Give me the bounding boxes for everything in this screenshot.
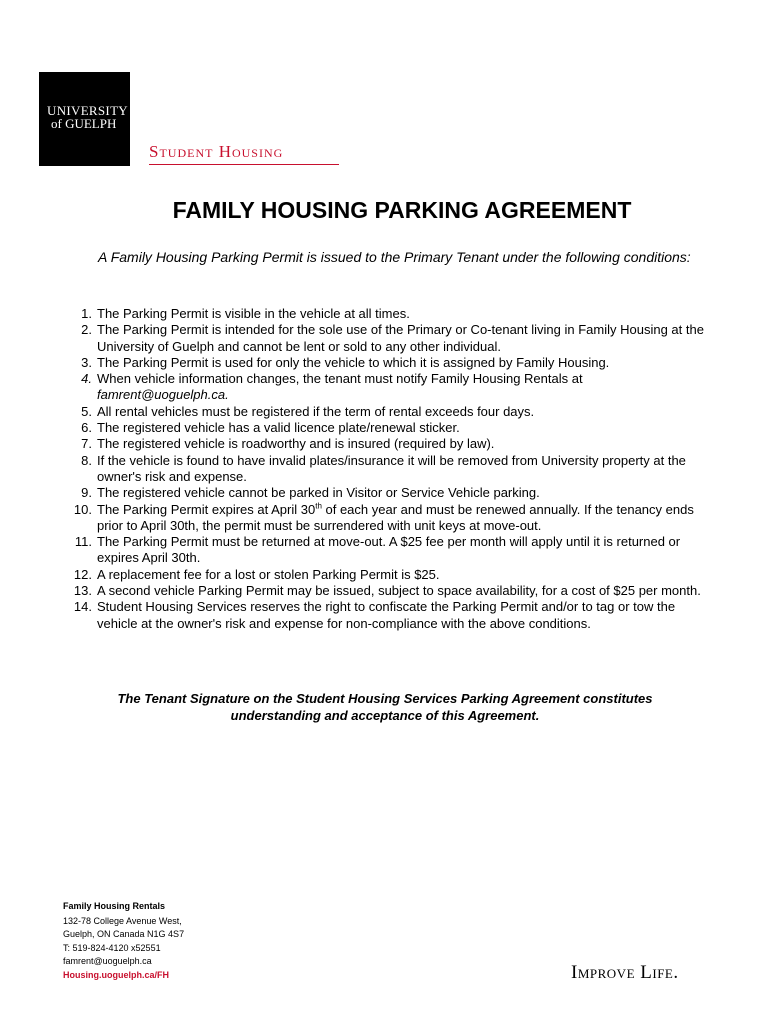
logo-line-university: UNIVERSITY (47, 103, 128, 118)
ordinal-suffix: th (315, 501, 322, 511)
condition-number: 3. (81, 354, 92, 370)
condition-text: The Parking Permit must be returned at move-out. A $25 fee per month will apply until it is returned or expires April 30th. (97, 534, 681, 566)
condition-item (59, 599, 719, 632)
condition-number: 8. (81, 452, 92, 468)
condition-text: The registered vehicle is roadworthy and is insured (required by law). (97, 436, 495, 452)
condition-number: 14. (73, 599, 92, 615)
department-underline (149, 164, 339, 165)
condition-number: 11. (74, 534, 92, 550)
condition-number: 10. (73, 501, 92, 517)
university-logo (39, 72, 130, 166)
tagline: Improve Life. (571, 962, 679, 983)
condition-number: 4. (81, 371, 92, 387)
footer-address-line1: 132-78 College Avenue West, (63, 915, 182, 926)
footer-phone: T: 519-824-4120 x52551 (63, 942, 161, 953)
condition-item (59, 502, 719, 535)
condition-text: The Parking Permit expires at April 30 (97, 501, 316, 517)
condition-number: 5. (81, 403, 92, 419)
condition-item (59, 436, 719, 452)
condition-item (59, 420, 719, 436)
footer-office-name: Family Housing Rentals (63, 901, 166, 911)
condition-item (59, 453, 719, 486)
condition-text: A replacement fee for a lost or stolen Parking Permit is $25. (97, 566, 440, 582)
condition-number: 9. (81, 485, 92, 501)
condition-text: The Parking Permit is used for only the vehicle to which it is assigned by Family Housing. (97, 354, 610, 370)
condition-text: Student Housing Services reserves the right to confiscate the Parking Permit and/or to tag or tow the vehicle at the owner's risk and expense for non-compliance with the above conditions. (97, 599, 676, 631)
document-title: FAMILY HOUSING PARKING AGREEMENT (172, 197, 632, 223)
footer-contact (63, 900, 184, 983)
condition-item (59, 567, 719, 583)
condition-text: The registered vehicle has a valid licence plate/renewal sticker. (97, 420, 460, 436)
condition-item (59, 534, 719, 567)
condition-text: The registered vehicle cannot be parked in Visitor or Service Vehicle parking. (97, 485, 540, 501)
intro-text: A Family Housing Parking Permit is issued to the Primary Tenant under the following conditions: (98, 249, 691, 265)
footer-website-link[interactable]: Housing.uoguelph.ca/FH (63, 969, 169, 980)
condition-text: The Parking Permit is intended for the sole use of the Primary or Co-tenant living in Family Housing at the University of Guelph and cannot be lent or sold to any other individual. (97, 322, 704, 354)
condition-item (59, 306, 719, 322)
condition-text: When vehicle information changes, the tenant must notify Family Housing Rentals at (97, 371, 583, 387)
department-name: Student Housing (149, 142, 284, 161)
logo-wordmark (47, 104, 128, 130)
condition-item (59, 485, 719, 501)
footer-email[interactable]: famrent@uoguelph.ca (63, 956, 152, 967)
condition-item (59, 322, 719, 355)
condition-text: All rental vehicles must be registered if the term of rental exceeds four days. (97, 403, 535, 419)
condition-item (59, 355, 719, 371)
condition-item (59, 371, 719, 404)
condition-number: 1. (81, 306, 92, 321)
conditions-list (59, 306, 719, 632)
signature-note: The Tenant Signature on the Student Housing Services Parking Agreement constitutes understanding and acceptance of this Agreement. (117, 691, 653, 723)
condition-number: 6. (81, 420, 92, 436)
condition-number: 13. (73, 583, 92, 599)
condition-item (59, 583, 719, 599)
footer-address-line2: Guelph, ON Canada N1G 4S7 (63, 929, 185, 940)
condition-item (59, 404, 719, 420)
condition-number: 7. (81, 436, 92, 452)
condition-number: 12. (73, 566, 92, 582)
condition-text: The Parking Permit is visible in the vehicle at all times. (97, 306, 410, 321)
condition-number: 2. (81, 322, 92, 338)
email-link[interactable]: famrent@uoguelph.ca. (97, 387, 229, 403)
condition-text: A second vehicle Parking Permit may be issued, subject to space availability, for a cost of $25 per month. (97, 583, 701, 599)
condition-text-cont: of each year and must be renewed annually. If the tenancy ends prior to April 30th, the permit must be surrendered with unit keys at move-out. (97, 501, 694, 533)
condition-text: If the vehicle is found to have invalid plates/insurance it will be removed from University property at the owner's risk and expense. (97, 452, 686, 484)
logo-line-guelph: of GUELPH (51, 116, 117, 131)
